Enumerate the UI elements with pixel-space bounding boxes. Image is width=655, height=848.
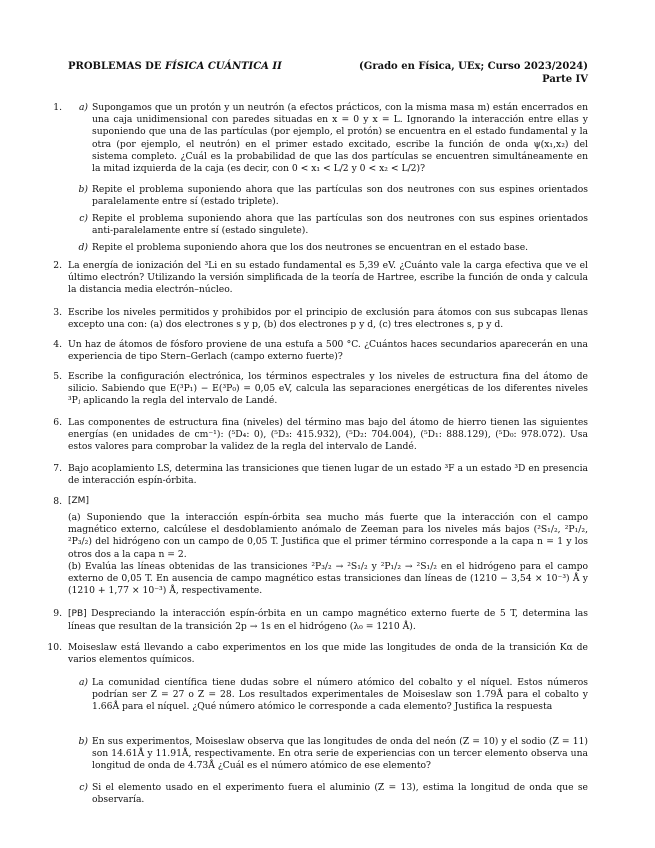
problem-6: 6. Las componentes de estructura fina (niveles) del término mas bajo del átomo de hierro tienen las siguientes energías (en unidades de cm⁻¹): (⁵D₄: 0), (⁵D₃: 415.932), (⁵D₂: 704.004), (⁵D₁: 888.129), (⁵D₀: 978.072). Usa estos valores para comprobar la validez de la regla del intervalo de Landé.	[68, 417, 588, 454]
problem-number: 7.	[53, 463, 62, 474]
problem-8	[53, 496, 588, 598]
problem-number: 4.	[53, 339, 62, 350]
problem-4: 4. Un haz de átomos de fósforo proviene de una estufa a 500 °C. ¿Cuántos haces secundarios aparecerán en una experiencia de tipo Stern–Gerlach (campo externo fuerte)?	[68, 339, 588, 363]
problem-2: 2. La energía de ionización del ³Li en su estado fundamental es 5,39 eV. ¿Cuánto vale la carga efectiva que ve el último electrón? Utilizando la versión simplificada de la teoría de Hartree, escribe la función de onda y calcula la distancia media electrón–núcleo.	[68, 260, 588, 297]
problem-number: 2.	[53, 260, 62, 271]
part-label: Parte IV	[542, 74, 588, 85]
course-info	[359, 60, 588, 86]
course-line: (Grado en Física, UEx; Curso 2023/2024)	[359, 61, 588, 72]
problem-10: 10. Moiseslaw está llevando a cabo experimentos en los que mide las longitudes de onda de la transición Kα de varios elementos químicos. a) La comunidad científica tiene dudas sobre el número atómico del cobalto y el níquel. Estos números podrían ser Z = 27 o Z = 28. Los resultados experimentales de Moiseslaw son 1.79Å para el cobalto y 1.66Å para el níquel. ¿Qué número atómico le corresponde a cada elemento? Justifica la respuesta b) En sus experimentos, Moiseslaw observa que las longitudes de onda del neón (Z = 10) y el sodio (Z = 11) son 14.61Å y 11.91Å, respectivamente. En otra serie de experiencias con un tercer elemento observa una longitud de onda de 4.73Å ¿Cuál es el número atómico de ese elemento? c) Si el elemento usado en el experimento fuera el aluminio (Z = 13), estima la longitud de onda que se observaría.	[68, 642, 588, 666]
problem-1-c: c) Repite el problema suponiendo ahora que las partículas son dos neutrones con sus espines orientados anti-paralelamente entre sí (estado singulete).	[79, 213, 588, 237]
problem-number: 6.	[53, 417, 62, 428]
problem-10-c: c) Si el elemento usado en el experimento fuera el aluminio (Z = 13), estima la longitud de onda que se observaría.	[79, 782, 588, 806]
problem-number: 9.	[53, 608, 62, 619]
problem-7: 7. Bajo acoplamiento LS, determina las transiciones que tienen lugar de un estado ³F a un estado ³D en presencia de interacción espín-órbita.	[68, 463, 588, 487]
problem-tag: [ZM]	[68, 496, 89, 506]
problem-8-b: (b) Evalúa las líneas obtenidas de las transiciones ²P₃/₂ → ²S₁/₂ y ²P₁/₂ → ²S₁/₂ en el hidrógeno para el campo externo de 0,05 T. En ausencia de campo magnético estas transiciones dan líneas de (1210 − 3,54 × 10⁻³) Å y (1210 + 1,77 × 10⁻³) Å, respectivamente.	[68, 560, 588, 597]
problem-number: 8.	[53, 496, 62, 507]
problem-number: 10.	[47, 642, 62, 653]
problem-number: 5.	[53, 371, 62, 382]
problem-3: 3. Escribe los niveles permitidos y prohibidos por el principio de exclusión para átomos con sus subcapas llenas excepto una con: (a) dos electrones s y p, (b) dos electrones p y d, (c) tres electrones s, p y d.	[68, 307, 588, 331]
problem-9: 9. [PB] Despreciando la interacción espín-órbita en un campo magnético externo fuerte de 5 T, determina las líneas que resultan de la transición 2p → 1s en el hidrógeno (λ₀ = 1210 Å).	[68, 608, 588, 633]
problem-tag: [PB]	[68, 609, 87, 619]
problem-8-a: (a) Suponiendo que la interacción espín-órbita sea mucho más fuerte que la interacción con el campo magnético externo, calcúlese el desdoblamiento anómalo de Zeeman para los niveles más bajos (²S₁/₂, ²P₁/₂, ²P₃/₂) del hidrógeno con un campo de 0,05 T. Justifica que el primer término corresponde a la capa n = 1 y los otros dos a la capa n = 2.	[68, 511, 588, 560]
problem-10-a: a) La comunidad científica tiene dudas sobre el número atómico del cobalto y el níquel. Estos números podrían ser Z = 27 o Z = 28. Los resultados experimentales de Moiseslaw son 1.79Å para el cobalto y 1.66Å para el níquel. ¿Qué número atómico le corresponde a cada elemento? Justifica la respuesta	[78, 677, 588, 713]
problem-1-a: a) Supongamos que un protón y un neutrón (a efectos prácticos, con la misma masa m) están encerrados en una caja unidimensional con paredes situadas en x = 0 y x = L. Ignorando la interacción entre ellas y suponiendo que una de las partículas (por ejemplo, el protón) se encuentra en el estado fundamental y la otra (por ejemplo, el neutrón) en el primer estado excitado, escribe la función de onda ψ(x₁,x₂) del sistema completo. ¿Cuál es la probabilidad de que las dos partículas se encuentren simultáneamente en la mitad izquierda de la caja (es decir, con 0 < x₁ < L/2 y 0 < x₂ < L/2)?	[78, 102, 588, 175]
problem-number: 3.	[53, 307, 62, 318]
problem-5: 5. Escribe la configuración electrónica, los términos espectrales y los niveles de estructura fina del átomo de silicio. Sabiendo que E(³P₁) − E(³P₀) = 0,05 eV, calcula las separaciones energéticas de los diferentes niveles ³Pⱼ aplicando la regla del intervalo de Landé.	[68, 371, 588, 408]
problem-10-b: b) En sus experimentos, Moiseslaw observa que las longitudes de onda del neón (Z = 10) y el sodio (Z = 11) son 14.61Å y 11.91Å, respectivamente. En otra serie de experiencias con un tercer elemento observa una longitud de onda de 4.73Å ¿Cuál es el número atómico de ese elemento?	[78, 736, 588, 772]
problem-1-b: b) Repite el problema suponiendo ahora que las partículas son dos neutrones con sus espines orientados paralelamente entre sí (estado triplete).	[78, 184, 588, 208]
title-italic: FÍSICA CUÁNTICA II	[164, 61, 282, 72]
problem-1-d: d) Repite el problema suponiendo ahora que los dos neutrones se encuentran en el estado base.	[78, 242, 529, 253]
problem-number: 1.	[53, 102, 62, 113]
page-title: PROBLEMAS DE FÍSICA CUÁNTICA II	[68, 61, 282, 72]
